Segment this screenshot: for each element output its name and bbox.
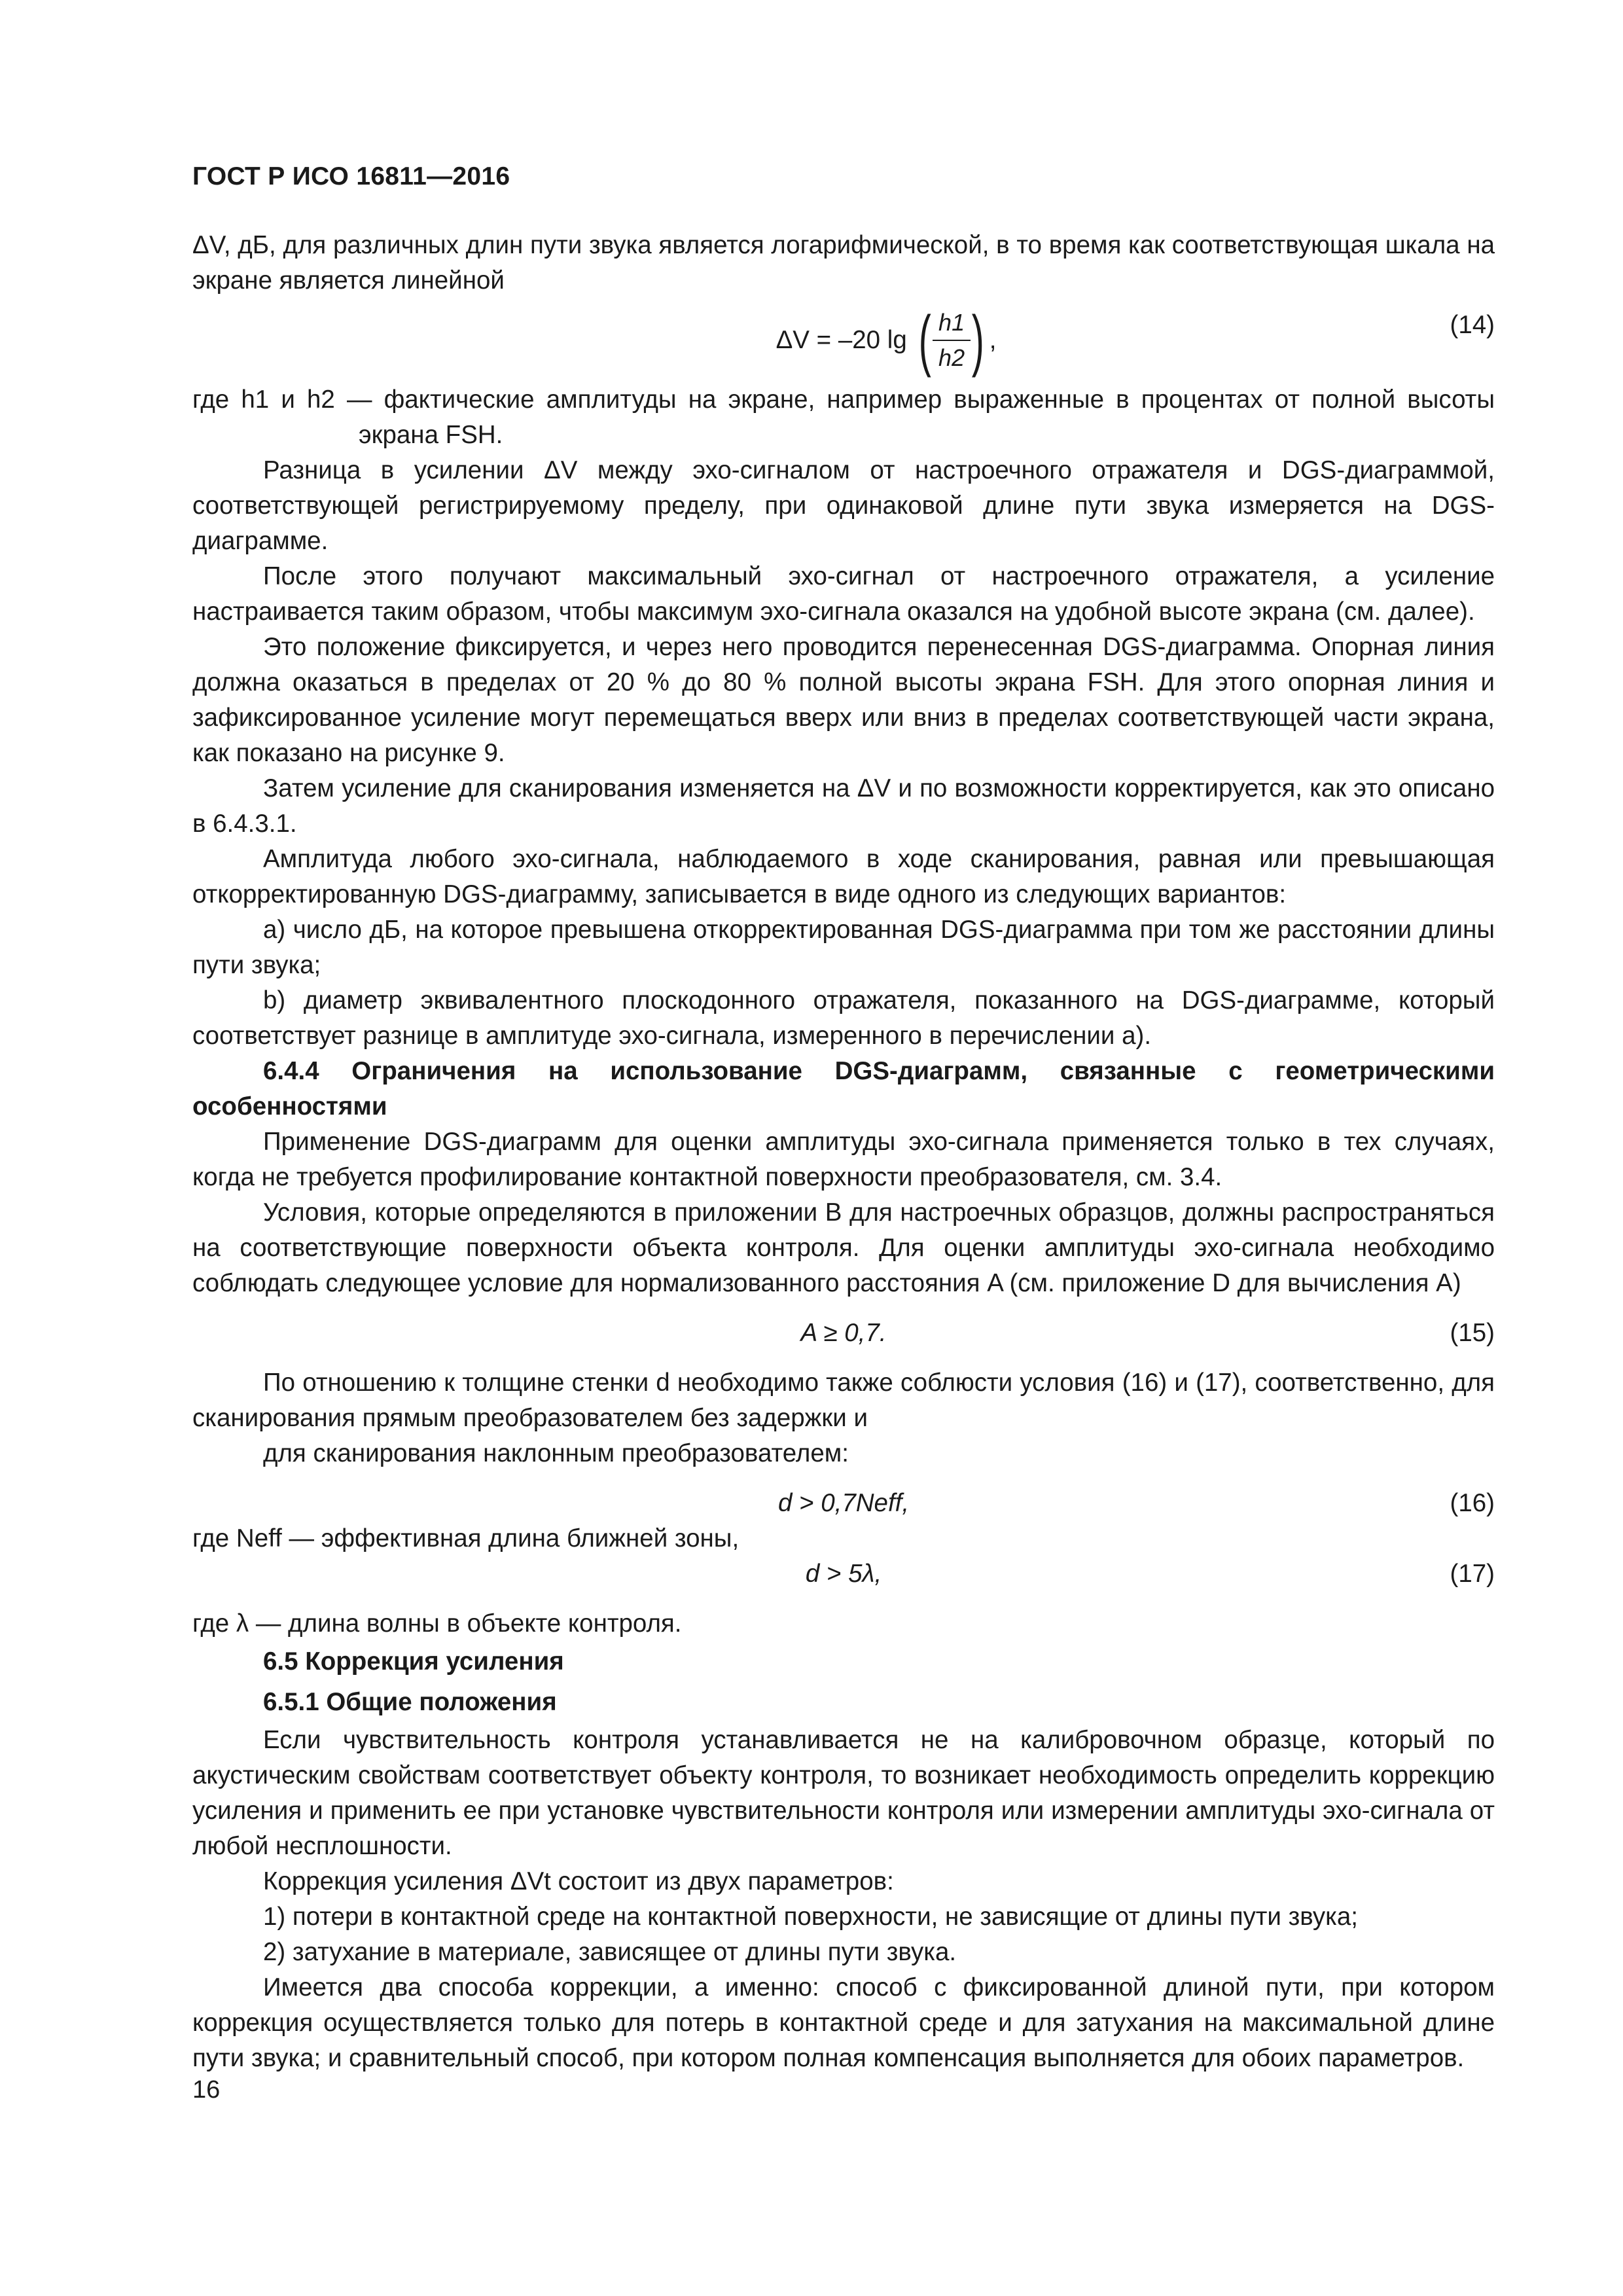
left-paren-icon: (: [919, 302, 932, 378]
intro-paragraph: ΔV, дБ, для различных длин пути звука является логарифмической, в то время как соответствующая шкала на экране является линейной: [192, 231, 1495, 295]
where-14: где h1 и h2 — фактические амплитуды на экране, например выраженные в процентах от полной высоты экрана FSH.: [192, 386, 1495, 449]
formula-17-number: (17): [1450, 1560, 1495, 1588]
section-heading-6-4-4: 6.4.4 Ограничения на использование DGS-диаграмм, связанные с геометрическими особенностями: [192, 1057, 1495, 1121]
paragraph: Коррекция усиления ΔVt состоит из двух параметров:: [263, 1867, 894, 1895]
fraction-denominator: h2: [938, 344, 965, 371]
paragraph: После этого получают максимальный эхо-сигнал от настроечного отражателя, а усиление настраивается таким образом, чтобы максимум эхо-сигнала оказался на удобной высоте экрана (см. далее).: [192, 562, 1495, 626]
formula-14: [192, 298, 1495, 382]
paragraph: Применение DGS-диаграмм для оценки амплитуды эхо-сигнала применяется только в тех случаях, когда не требуется профилирование контактной поверхности преобразователя, см. 3.4.: [192, 1128, 1495, 1191]
fraction-bar: [933, 340, 971, 341]
formula-17-expr: d > 5λ,: [805, 1560, 882, 1588]
document-body: [192, 228, 1495, 2076]
paragraph: для сканирования наклонным преобразователем:: [263, 1439, 849, 1467]
where-17: где λ — длина волны в объекте контроля.: [192, 1609, 682, 1638]
formula-14-fraction: [933, 308, 971, 372]
formula-15-expr: A ≥ 0,7.: [800, 1319, 887, 1347]
paragraph: Затем усиление для сканирования изменяется на ΔV и по возможности корректируется, как это описано в 6.4.3.1.: [192, 774, 1495, 838]
paragraph: Это положение фиксируется, и через него проводится перенесенная DGS-диаграмма. Опорная линия должна оказаться в пределах от 20 % до 80 % полной высоты экрана FSH. Для этого опорная линия и зафиксированное усиление могут перемещаться вверх или вниз в пределах соответствующей части экрана, как показано на рисунке 9.: [192, 633, 1495, 767]
formula-14-lhs: ΔV = –20 lg: [776, 326, 907, 354]
section-heading-6-5: 6.5 Коррекция усиления: [263, 1647, 564, 1676]
list-item: 1) потери в контактной среде на контактной поверхности, не зависящие от длины пути звука;: [263, 1903, 1358, 1931]
paragraph: Условия, которые определяются в приложении B для настроечных образцов, должны распространяться на соответствующие поверхности объекта контроля. Для оценки амплитуды эхо-сигнала необходимо соблюдать следующее условие для нормализованного расстояния A (см. приложение D для вычисления A): [192, 1198, 1495, 1297]
right-paren-icon: ): [971, 302, 984, 378]
list-item: a) число дБ, на которое превышена откорректированная DGS-диаграмма при том же расстоянии длины пути звука;: [192, 916, 1495, 979]
section-heading-6-5-1: 6.5.1 Общие положения: [263, 1688, 557, 1716]
formula-14-tail: ,: [989, 326, 997, 354]
paragraph: Имеется два способа коррекции, а именно: способ с фиксированной длиной пути, при котором коррекция осуществляется только для потерь в контактной среде и для затухания на максимальной длине пути звука; и сравнительный способ, при котором полная компенсация выполняется для обоих параметров.: [192, 1973, 1495, 2072]
list-item: 2) затухание в материале, зависящее от длины пути звука.: [263, 1938, 957, 1966]
paragraph: Амплитуда любого эхо-сигнала, наблюдаемого в ходе сканирования, равная или превышающая откорректированную DGS-диаграмму, записывается в виде одного из следующих вариантов:: [192, 845, 1495, 908]
formula-17: [192, 1556, 1495, 1592]
paragraph: Если чувствительность контроля устанавливается не на калибровочном образце, который по акустическим свойствам соответствует объекту контроля, то возникает необходимость определить коррекцию усиления и применить ее при установке чувствительности контроля или измерении амплитуды эхо-сигнала от любой несплошности.: [192, 1726, 1495, 1860]
formula-15-number: (15): [1450, 1319, 1495, 1347]
formula-16-expr: d > 0,7Neff,: [777, 1489, 910, 1517]
document-header: ГОСТ Р ИСО 16811—2016: [192, 162, 510, 190]
page-number: 16: [192, 2076, 221, 2104]
formula-14-number: (14): [1450, 311, 1495, 339]
formula-16: [192, 1486, 1495, 1521]
list-item: b) диаметр эквивалентного плоскодонного отражателя, показанного на DGS-диаграмме, который соответствует разнице в амплитуде эхо-сигнала, измеренного в перечислении a).: [192, 986, 1495, 1050]
fraction-numerator: h1: [938, 309, 965, 336]
where-16: где Neff — эффективная длина ближней зоны,: [192, 1524, 740, 1552]
formula-16-number: (16): [1450, 1489, 1495, 1517]
paragraph: Разница в усилении ΔV между эхо-сигналом от настроечного отражателя и DGS-диаграммой, соответствующей регистрируемому пределу, при одинаковой длине пути звука измеряется на DGS-диаграмме.: [192, 456, 1495, 555]
formula-15: [192, 1316, 1495, 1351]
paragraph: По отношению к толщине стенки d необходимо также соблюсти условия (16) и (17), соответственно, для сканирования прямым преобразователем без задержки и: [192, 1369, 1495, 1432]
